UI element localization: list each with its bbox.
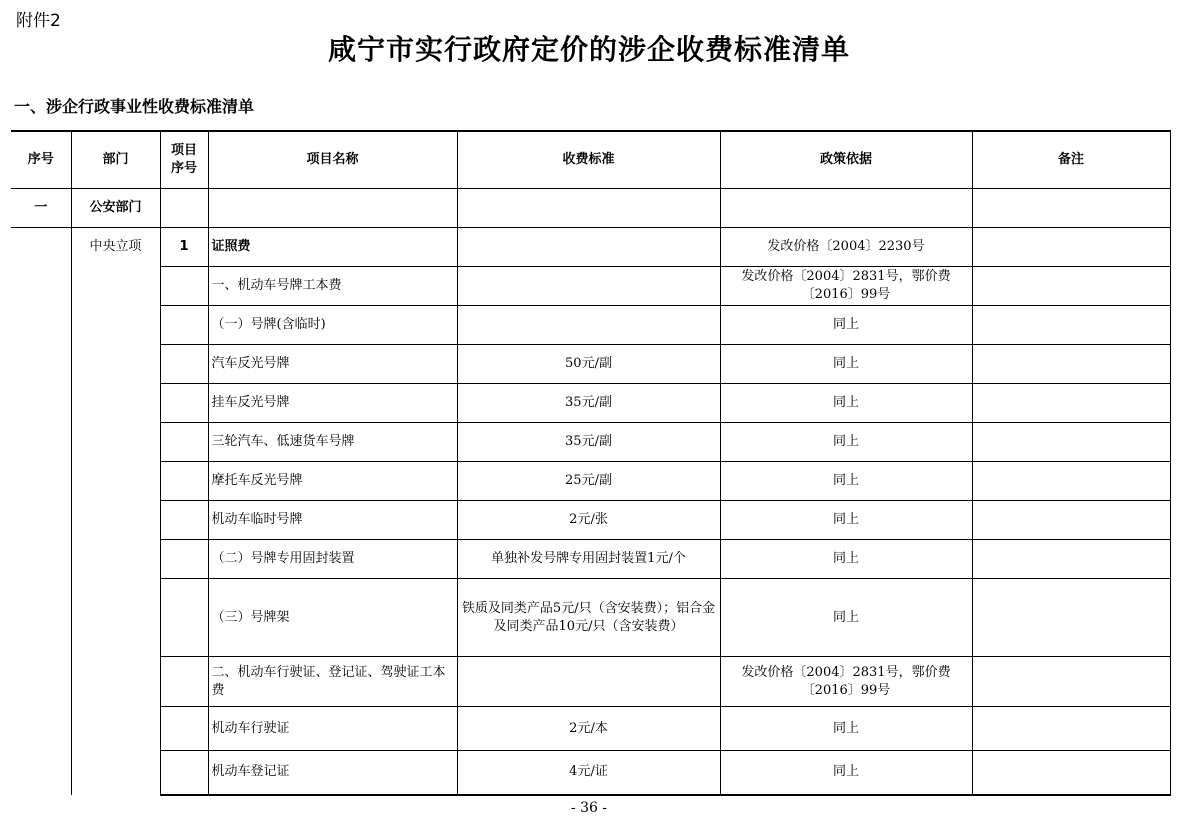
seq-cell	[11, 501, 71, 540]
page-number: - 36 -	[570, 800, 608, 816]
sub-group-label: 中央立项	[71, 228, 160, 267]
item-seq-cell	[160, 306, 208, 345]
remark-cell	[972, 423, 1170, 462]
policy-basis-cell: 同上	[720, 707, 972, 751]
policy-basis-cell: 同上	[720, 306, 972, 345]
policy-basis-cell: 同上	[720, 345, 972, 384]
group-seq: 一	[11, 189, 71, 228]
empty-cell	[457, 189, 720, 228]
table-row	[11, 306, 1170, 345]
fee-standard-cell: 35元/副	[457, 423, 720, 462]
policy-basis-cell: 同上	[720, 462, 972, 501]
seq-cell	[11, 707, 71, 751]
fee-standard-table	[11, 130, 1171, 796]
policy-basis-cell: 同上	[720, 501, 972, 540]
table-row	[11, 540, 1170, 579]
fee-standard-cell	[457, 267, 720, 306]
policy-basis-cell: 同上	[720, 423, 972, 462]
empty-cell	[720, 189, 972, 228]
item-name-cell: 挂车反光号牌	[208, 384, 457, 423]
section-heading: 一、涉企行政事业性收费标准清单	[14, 97, 255, 116]
remark-cell	[972, 306, 1170, 345]
table-row	[11, 462, 1170, 501]
item-name-cell: 摩托车反光号牌	[208, 462, 457, 501]
remark-cell	[972, 501, 1170, 540]
item-name-cell: 三轮汽车、低速货车号牌	[208, 423, 457, 462]
fee-standard-cell	[457, 306, 720, 345]
header-policy-basis: 政策依据	[720, 131, 972, 189]
empty-cell	[208, 189, 457, 228]
fee-standard-cell: 25元/副	[457, 462, 720, 501]
policy-basis-cell: 同上	[720, 384, 972, 423]
seq-cell	[11, 751, 71, 795]
dept-cell	[71, 462, 160, 501]
fee-standard-cell: 2元/张	[457, 501, 720, 540]
remark-cell	[972, 657, 1170, 707]
table-row	[11, 228, 1170, 267]
dept-cell	[71, 501, 160, 540]
fee-standard-cell: 4元/证	[457, 751, 720, 795]
remark-cell	[972, 267, 1170, 306]
header-dept: 部门	[71, 131, 160, 189]
remark-cell	[972, 540, 1170, 579]
seq-cell	[11, 345, 71, 384]
table-row	[11, 657, 1170, 707]
header-fee-standard: 收费标准	[457, 131, 720, 189]
table-row	[11, 345, 1170, 384]
dept-cell	[71, 707, 160, 751]
table-row	[11, 267, 1170, 306]
seq-cell	[11, 540, 71, 579]
seq-cell	[11, 267, 71, 306]
item-name-cell: （一）号牌(含临时)	[208, 306, 457, 345]
dept-cell	[71, 345, 160, 384]
item-seq-cell	[160, 423, 208, 462]
table-row	[11, 707, 1170, 751]
seq-cell	[11, 306, 71, 345]
dept-cell	[71, 306, 160, 345]
item-name-cell: 证照费	[208, 228, 457, 267]
header-seq: 序号	[11, 131, 71, 189]
remark-cell	[972, 462, 1170, 501]
seq-cell	[11, 579, 71, 657]
table-row	[11, 751, 1170, 795]
item-seq-cell	[160, 384, 208, 423]
remark-cell	[972, 751, 1170, 795]
item-name-cell: 机动车登记证	[208, 751, 457, 795]
remark-cell	[972, 228, 1170, 267]
table-row	[11, 384, 1170, 423]
item-seq-cell: 1	[160, 228, 208, 267]
policy-basis-cell: 同上	[720, 751, 972, 795]
item-seq-cell	[160, 540, 208, 579]
fee-standard-cell	[457, 228, 720, 267]
group-row	[11, 189, 1170, 228]
fee-standard-cell: 单独补发号牌专用固封装置1元/个	[457, 540, 720, 579]
item-seq-cell	[160, 751, 208, 795]
header-remarks: 备注	[972, 131, 1170, 189]
item-seq-cell	[160, 345, 208, 384]
fee-standard-cell: 铁质及同类产品5元/只（含安装费）；铝合金及同类产品10元/只（含安装费）	[457, 579, 720, 657]
seq-cell	[11, 657, 71, 707]
policy-basis-cell: 同上	[720, 579, 972, 657]
seq-cell	[11, 228, 71, 267]
item-seq-cell	[160, 707, 208, 751]
dept-cell	[71, 579, 160, 657]
item-name-cell: 机动车临时号牌	[208, 501, 457, 540]
group-dept: 公安部门	[71, 189, 160, 228]
fee-standard-cell	[457, 657, 720, 707]
item-name-cell: （二）号牌专用固封装置	[208, 540, 457, 579]
item-seq-cell	[160, 501, 208, 540]
item-name-cell: 汽车反光号牌	[208, 345, 457, 384]
item-name-cell: （三）号牌架	[208, 579, 457, 657]
empty-cell	[160, 189, 208, 228]
item-seq-cell	[160, 657, 208, 707]
item-seq-cell	[160, 579, 208, 657]
item-name-cell: 二、机动车行驶证、登记证、驾驶证工本费	[208, 657, 457, 707]
policy-basis-cell: 发改价格〔2004〕2831号，鄂价费〔2016〕99号	[720, 267, 972, 306]
policy-basis-cell: 发改价格〔2004〕2230号	[720, 228, 972, 267]
dept-cell	[71, 423, 160, 462]
dept-cell	[71, 657, 160, 707]
table-row	[11, 423, 1170, 462]
header-item-seq: 项目 序号	[160, 131, 208, 189]
fee-standard-cell: 35元/副	[457, 384, 720, 423]
remark-cell	[972, 345, 1170, 384]
remark-cell	[972, 579, 1170, 657]
table-row	[11, 579, 1170, 657]
dept-cell	[71, 267, 160, 306]
seq-cell	[11, 423, 71, 462]
header-item-name: 项目名称	[208, 131, 457, 189]
fee-standard-cell: 2元/本	[457, 707, 720, 751]
item-seq-cell	[160, 462, 208, 501]
seq-cell	[11, 384, 71, 423]
policy-basis-cell: 发改价格〔2004〕2831号，鄂价费〔2016〕99号	[720, 657, 972, 707]
fee-standard-cell: 50元/副	[457, 345, 720, 384]
table-row	[11, 501, 1170, 540]
item-seq-cell	[160, 267, 208, 306]
empty-cell	[972, 189, 1170, 228]
dept-cell	[71, 384, 160, 423]
policy-basis-cell: 同上	[720, 540, 972, 579]
dept-cell	[71, 540, 160, 579]
remark-cell	[972, 384, 1170, 423]
table-header-row	[11, 131, 1170, 189]
dept-cell	[71, 751, 160, 795]
seq-cell	[11, 462, 71, 501]
item-name-cell: 一、机动车号牌工本费	[208, 267, 457, 306]
attachment-label: 附件2	[16, 11, 61, 31]
document-title: 咸宁市实行政府定价的涉企收费标准清单	[327, 33, 850, 66]
item-name-cell: 机动车行驶证	[208, 707, 457, 751]
remark-cell	[972, 707, 1170, 751]
